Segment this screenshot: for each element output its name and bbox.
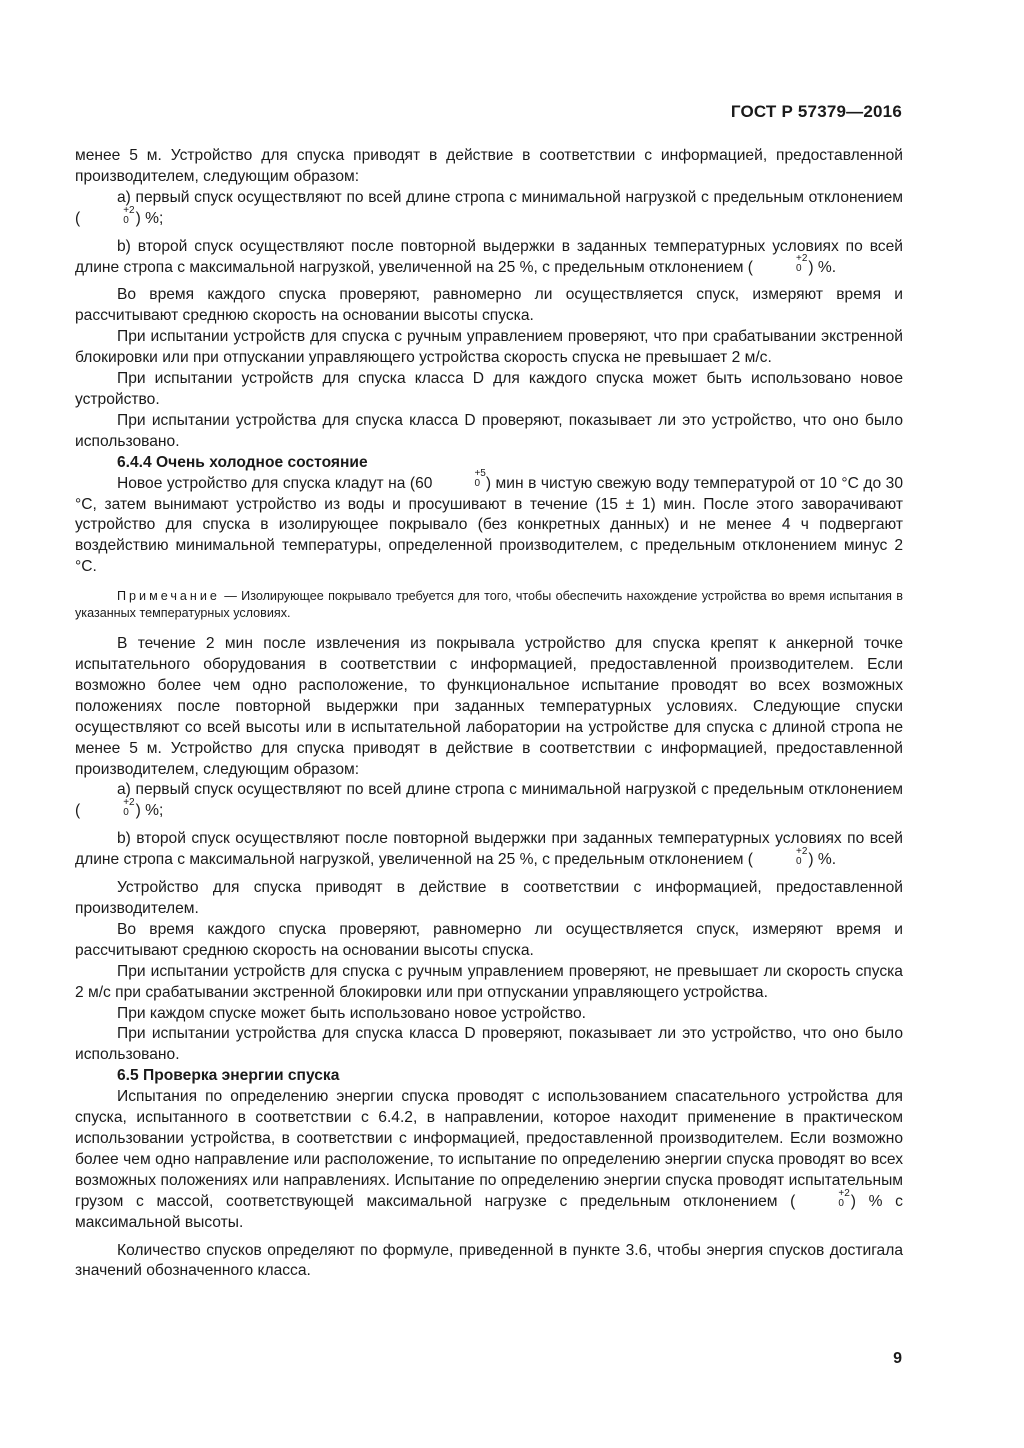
list-item-a: а) первый спуск осуществляют по всей длине стропа с минимальной нагрузкой с предельным отклонением ( +2 0 ) %; [75,781,903,820]
paragraph: При испытании устройств для спуска с ручным управлением проверяют, не превышает ли скорость спуска 2 м/с при срабатывании экстренной блокировки или при отпускании управляющего устройства. [75,962,903,1001]
paragraph: Во время каждого спуска проверяют, равномерно ли осуществляется спуск, измеряют время и рассчитывают среднюю скорость на основании высоты спуска. [75,920,903,959]
tolerance: +5 0 [474,468,486,490]
paragraph: Количество спусков определяют по формуле, приведенной в пункте 3.6, чтобы энергия спусков достигала значений обозначенного класса. [75,1241,903,1280]
tolerance: +2 0 [796,846,808,868]
tolerance: +2 0 [123,204,135,226]
list-item-a: а) первый спуск осуществляют по всей длине стропа с минимальной нагрузкой с предельным отклонением ( +2 0 ) %; [75,188,903,227]
paragraph: Во время каждого спуска проверяют, равномерно ли осуществляется спуск, измеряют время и рассчитывают среднюю скорость на основании высоты спуска. [75,286,903,325]
paragraph: При испытании устройства для спуска класса D проверяют, показывает ли это устройство, что оно было использовано. [75,411,903,450]
section-heading-6-5: 6.5 Проверка энергии спуска [117,1067,340,1085]
section-heading-6-4-4: 6.4.4 Очень холодное состояние [117,453,368,471]
note-label: Примечание [117,589,220,604]
list-item-b: b) второй спуск осуществляют после повторной выдержки в заданных температурных условиях по всей длине стропа с максимальной нагрузкой, увеличенной на 25 %, с предельным отклонением ( +2 0 ) %. [75,237,903,276]
paragraph: При испытании устройства для спуска класса D проверяют, показывает ли это устройство, что оно было использовано. [75,1025,903,1064]
list-item-b: b) второй спуск осуществляют после повторной выдержки при заданных температурных условиях по всей длине стропа с максимальной нагрузкой, увеличенной на 25 %, с предельным отклонением ( +2 0 ) %. [75,830,903,869]
tolerance: +2 0 [838,1187,850,1209]
paragraph: Устройство для спуска приводят в действие в соответствии с информацией, предоставленной производителем. [75,879,903,917]
note: Примечание — Изолирующее покрывало требуется для того, чтобы обеспечить нахождение устройства во время испытания в указанных температурных условиях. [75,589,903,621]
document-body [75,146,903,1282]
paragraph: В течение 2 мин после извлечения из покрывала устройство для спуска крепят к анкерной точке испытательного оборудования в соответствии с информацией, предоставленной производителем. Если возможно более чем одно расположение, то функциональное испытание проводят во всех возможных положениях после повторной выдержки при заданных температурных условиях. Следующие спуски осуществляют со всей высоты или в испытательной лаборатории на устройстве для спуска с длиной стропа не менее 5 м. Устройство для спуска приводят в действие в соответствии с информацией, предоставленной производителем, следующим образом: [75,635,903,778]
paragraph: Испытания по определению энергии спуска проводят с использованием спасательного устройства для спуска, испытанного в соответствии с 6.4.2, в направлении, которое находит применение в практическом использовании устройства, в соответствии с информацией, предоставленной производителем. Если возможно более чем одно направление или расположение, то испытание по определению энергии спуска проводят во всех возможных положениях или направлениях. Испытание по определению энергии спуска проводят испытательным грузом с массой, соответствующей максимальной нагрузке с предельным отклонением ( +2 0 ) % с максимальной высоты. [75,1088,903,1231]
paragraph: При испытании устройств для спуска класса D для каждого спуска может быть использовано новое устройство. [75,370,903,408]
paragraph: При каждом спуске может быть использовано новое устройство. [117,1004,586,1022]
standard-header: ГОСТ Р 57379—2016 [730,102,902,121]
page-number: 9 [893,1350,902,1367]
tolerance: +2 0 [123,797,135,819]
paragraph: менее 5 м. Устройство для спуска приводят в действие в соответствии с информацией, предоставленной производителем, следующим образом: [75,147,903,185]
tolerance: +2 0 [796,253,808,275]
paragraph: Новое устройство для спуска кладут на (60 +5 0 ) мин в чистую свежую воду температурой от 10 °C до 30 °C, затем вынимают устройство из воды и просушивают в течение (15 ± 1) мин. После этого заворачивают устройство для спуска в изолирующее покрывало (без конкретных данных) и не менее 4 ч подвергают воздействию минимальной температуры, определенной производителем, с предельным отклонением минус 2 °C. [75,468,903,576]
paragraph: При испытании устройств для спуска с ручным управлением проверяют, что при срабатывании экстренной блокировки или при отпускании управляющего устройства скорость спуска не превышает 2 м/с. [75,328,903,367]
